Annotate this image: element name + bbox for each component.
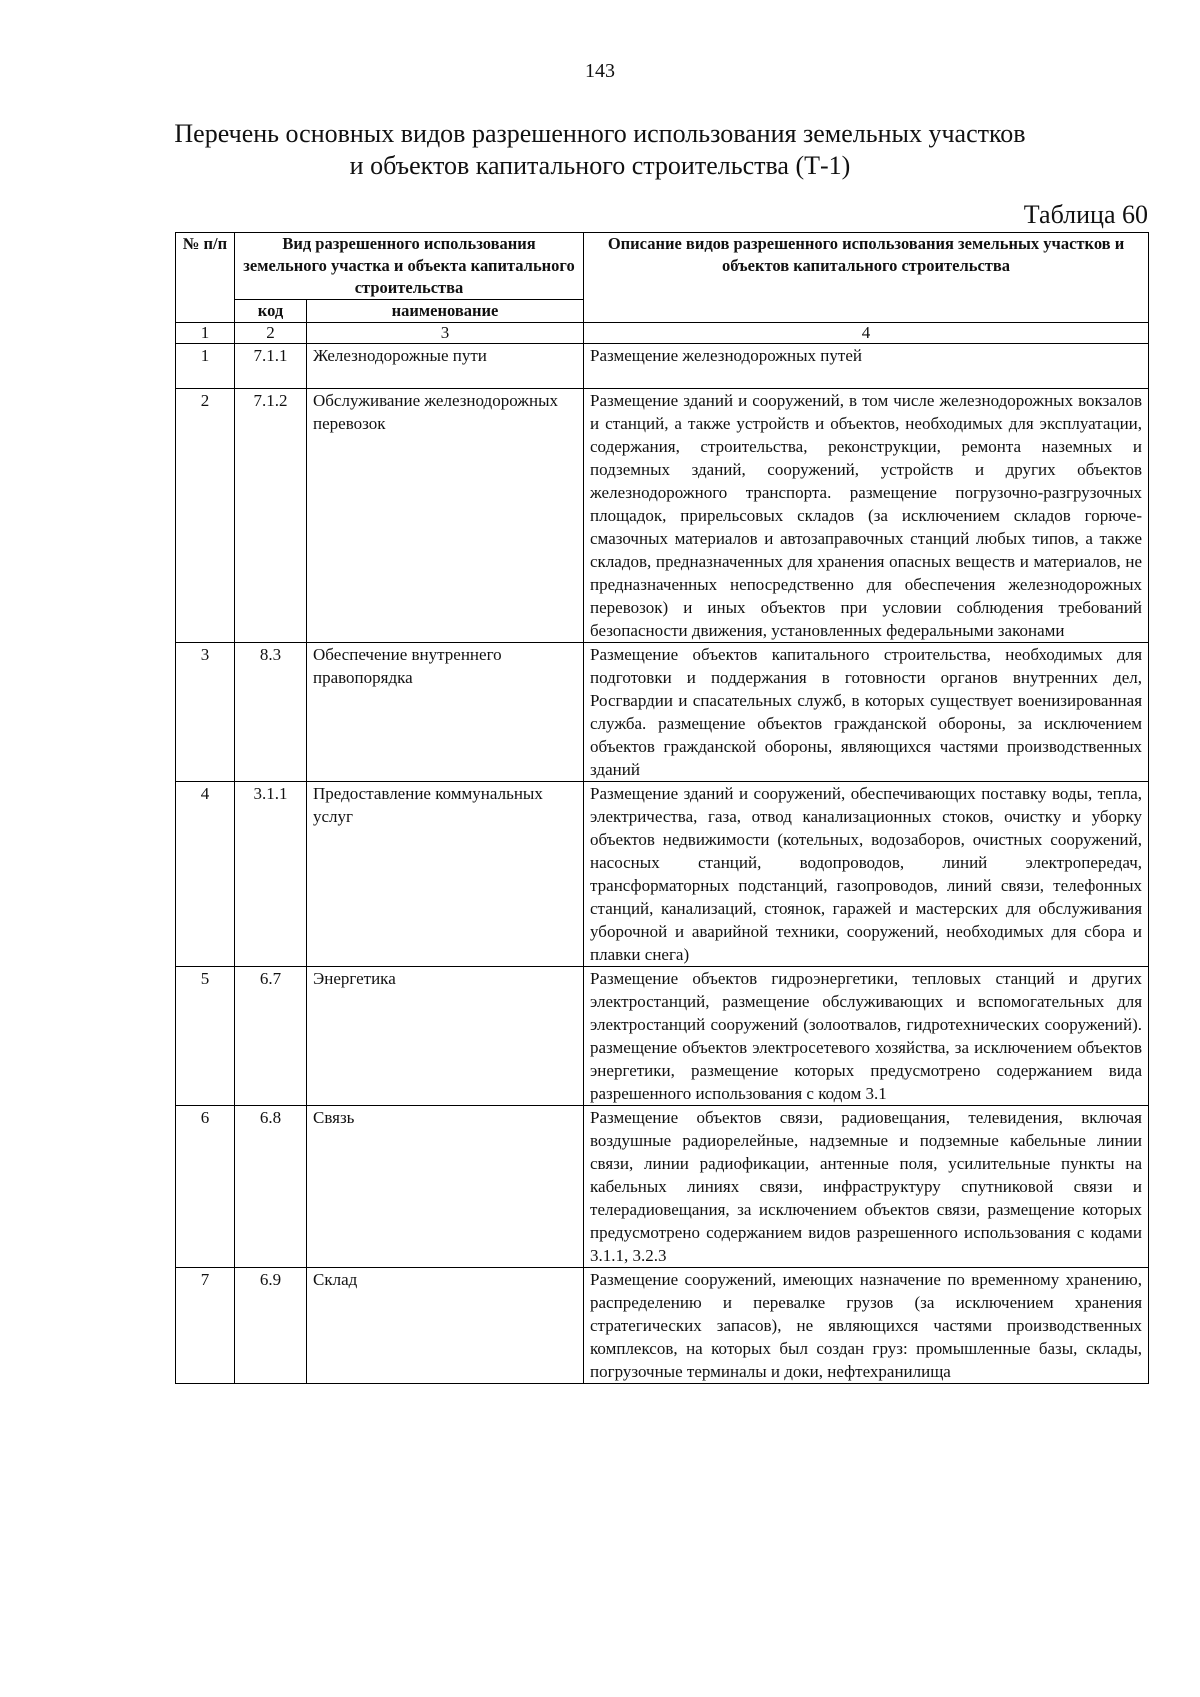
title-line-1: Перечень основных видов разрешенного использования земельных участков <box>174 119 1026 148</box>
row-name: Энергетика <box>307 967 584 1106</box>
row-name: Железнодорожные пути <box>307 344 584 389</box>
row-code: 6.9 <box>235 1268 307 1384</box>
column-number: 1 <box>176 323 235 344</box>
row-description: Размещение объектов гидроэнергетики, тепловых станций и других электростанций, размещение обслуживающих и вспомогательных для электростанций сооружений (золоотвалов, гидротехнических сооружений). размещение объектов электросетевого хозяйства, за исключением объектов энергетики, размещение которых предусмотрено содержанием вида разрешенного использования с кодом 3.1 <box>584 967 1149 1106</box>
row-code: 6.7 <box>235 967 307 1106</box>
row-name: Обслуживание железнодорожных перевозок <box>307 389 584 643</box>
row-code: 7.1.1 <box>235 344 307 389</box>
table-row <box>176 344 1149 389</box>
row-code: 7.1.2 <box>235 389 307 643</box>
row-name: Склад <box>307 1268 584 1384</box>
table-row <box>176 1106 1149 1268</box>
row-number: 3 <box>176 643 235 782</box>
table-caption: Таблица 60 <box>1023 200 1148 229</box>
row-description: Размещение зданий и сооружений, обеспечивающих поставку воды, тепла, электричества, газа, отвод канализационных стоков, очистку и уборку объектов недвижимости (котельных, водозаборов, очистных сооружений, насосных станций, водопроводов, линий электропередач, трансформаторных подстанций, газопроводов, линий связи, телефонных станций, канализаций, стоянок, гаражей и мастерских для обслуживания уборочной и аварийной техники, сооружений, необходимых для сбора и плавки снега) <box>584 782 1149 967</box>
header-description: Описание видов разрешенного использования земельных участков и объектов капитального строительства <box>584 233 1149 323</box>
page-number: 143 <box>585 60 615 82</box>
table-row <box>176 967 1149 1106</box>
row-number: 4 <box>176 782 235 967</box>
row-number: 6 <box>176 1106 235 1268</box>
table-row <box>176 643 1149 782</box>
land-use-table <box>175 232 1149 1384</box>
row-name: Предоставление коммунальных услуг <box>307 782 584 967</box>
header-name: наименование <box>307 300 584 323</box>
column-number: 2 <box>235 323 307 344</box>
row-description: Размещение объектов капитального строительства, необходимых для подготовки и поддержания в готовности органов внутренних дел, Росгвардии и спасательных служб, в которых существует военизированная служба. размещение объектов гражданской обороны, за исключением объектов гражданской обороны, являющихся частями производственных зданий <box>584 643 1149 782</box>
row-description: Размещение объектов связи, радиовещания, телевидения, включая воздушные радиорелейные, надземные и подземные кабельные линии связи, линии радиофикации, антенные поля, усилительные пункты на кабельных линиях связи, инфраструктуру спутниковой связи и телерадиовещания, за исключением объектов связи, размещение которых предусмотрено содержанием видов разрешенного использования с кодами 3.1.1, 3.2.3 <box>584 1106 1149 1268</box>
row-description: Размещение сооружений, имеющих назначение по временному хранению, распределению и перевалке грузов (за исключением хранения стратегических запасов), не являющихся частями производственных комплексов, на которых был создан груз: промышленные базы, склады, погрузочные терминалы и доки, нефтехранилища <box>584 1268 1149 1384</box>
header-code: код <box>235 300 307 323</box>
row-number: 5 <box>176 967 235 1106</box>
table-row <box>176 782 1149 967</box>
row-code: 3.1.1 <box>235 782 307 967</box>
row-number: 1 <box>176 344 235 389</box>
table-row <box>176 1268 1149 1384</box>
title-line-2: и объектов капитального строительства (Т-1) <box>349 151 851 180</box>
row-description: Размещение зданий и сооружений, в том числе железнодорожных вокзалов и станций, а также устройств и объектов, необходимых для эксплуатации, содержания, строительства, реконструкции, ремонта наземных и подземных зданий, сооружений, устройств и других объектов железнодорожного транспорта. размещение погрузочно-разгрузочных площадок, прирельсовых складов (за исключением складов горюче-смазочных материалов и автозаправочных станций любых типов, а также складов, предназначенных для хранения опасных веществ и материалов, не предназначенных непосредственно для обеспечения железнодорожных перевозок) и иных объектов при условии соблюдения требований безопасности движения, установленных федеральными законами <box>584 389 1149 643</box>
row-number: 2 <box>176 389 235 643</box>
row-code: 8.3 <box>235 643 307 782</box>
column-number: 3 <box>307 323 584 344</box>
column-numbers-row <box>176 323 1149 344</box>
table-body <box>176 323 1149 1384</box>
header-num: № п/п <box>176 233 235 323</box>
row-name: Связь <box>307 1106 584 1268</box>
row-description: Размещение железнодорожных путей <box>584 344 1149 389</box>
column-number: 4 <box>584 323 1149 344</box>
row-number: 7 <box>176 1268 235 1384</box>
header-vid: Вид разрешенного использования земельного участка и объекта капитального строительства <box>235 233 584 300</box>
row-name: Обеспечение внутреннего правопорядка <box>307 643 584 782</box>
document-title <box>150 118 1050 182</box>
table-row <box>176 389 1149 643</box>
row-code: 6.8 <box>235 1106 307 1268</box>
